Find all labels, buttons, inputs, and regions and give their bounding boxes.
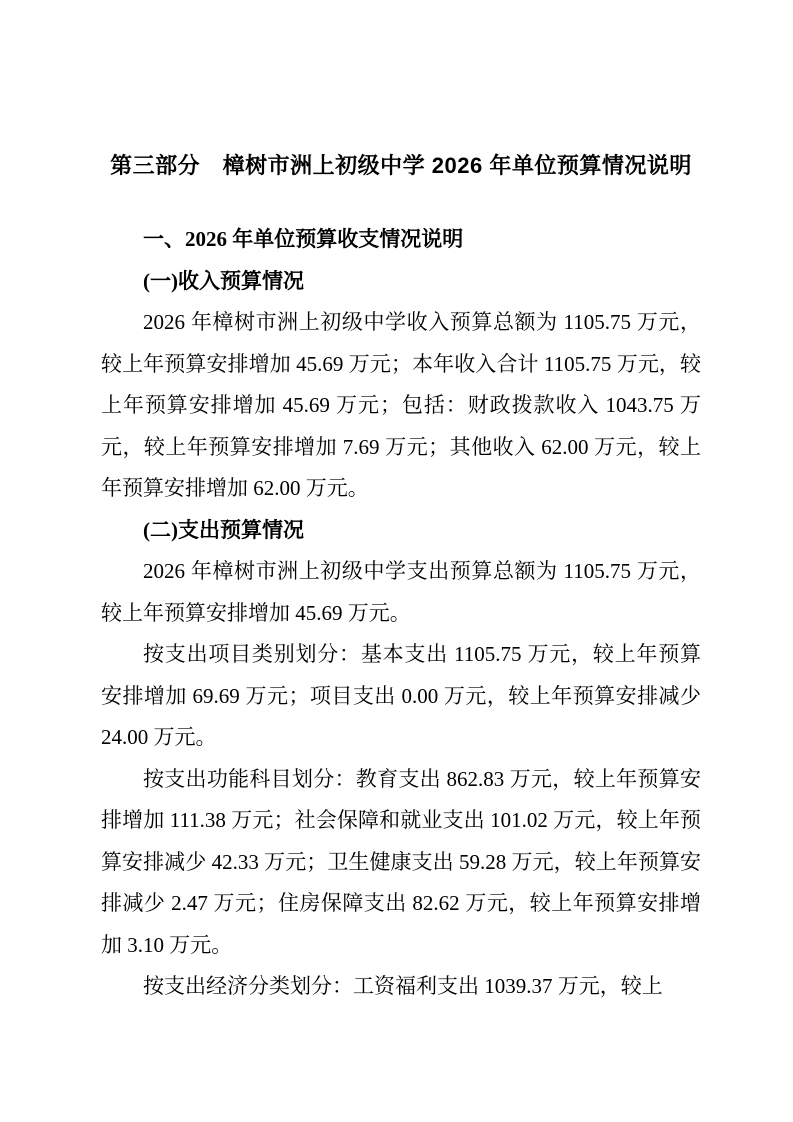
subsection-heading-expense-budget: (二)支出预算情况: [143, 517, 304, 542]
subsection-heading-income-budget: (一)收入预算情况: [143, 268, 304, 293]
document-title: 第三部分 樟树市洲上初级中学 2026 年单位预算情况说明: [110, 153, 692, 178]
document-content: [101, 148, 701, 1008]
paragraph-expense-by-function: 按支出功能科目划分：教育支出 862.83 万元，较上年预算安排增加 111.38 万元；社会保障和就业支出 101.02 万元，较上年预算安排减少 42.33 万元；卫生健康支出 59.28 万元，较上年预算安排减少 2.47 万元；住房保障支出 82.62 万元，较上年预算安排增加 3.10 万元。: [101, 766, 701, 957]
paragraph-expense-by-project-type: 按支出项目类别划分：基本支出 1105.75 万元，较上年预算安排增加 69.69 万元；项目支出 0.00 万元，较上年预算安排减少 24.00 万元。: [101, 642, 701, 749]
paragraph-income-budget: 2026 年樟树市洲上初级中学收入预算总额为 1105.75 万元，较上年预算安排增加 45.69 万元；本年收入合计 1105.75 万元，较上年预算安排增加 45.69 万元；包括：财政拨款收入 1043.75 万元，较上年预算安排增加 7.69 万元；其他收入 62.00 万元，较上年预算安排增加 62.00 万元。: [101, 310, 701, 500]
document-body: [101, 219, 701, 1008]
section-heading-budget-overview: 一、2026 年单位预算收支情况说明: [143, 227, 464, 251]
paragraph-expense-budget-total: 2026 年樟树市洲上初级中学支出预算总额为 1105.75 万元，较上年预算安排增加 45.69 万元。: [101, 559, 701, 625]
paragraph-expense-by-economic-class-truncated: 按支出经济分类划分：工资福利支出 1039.37 万元，较上: [143, 974, 663, 998]
